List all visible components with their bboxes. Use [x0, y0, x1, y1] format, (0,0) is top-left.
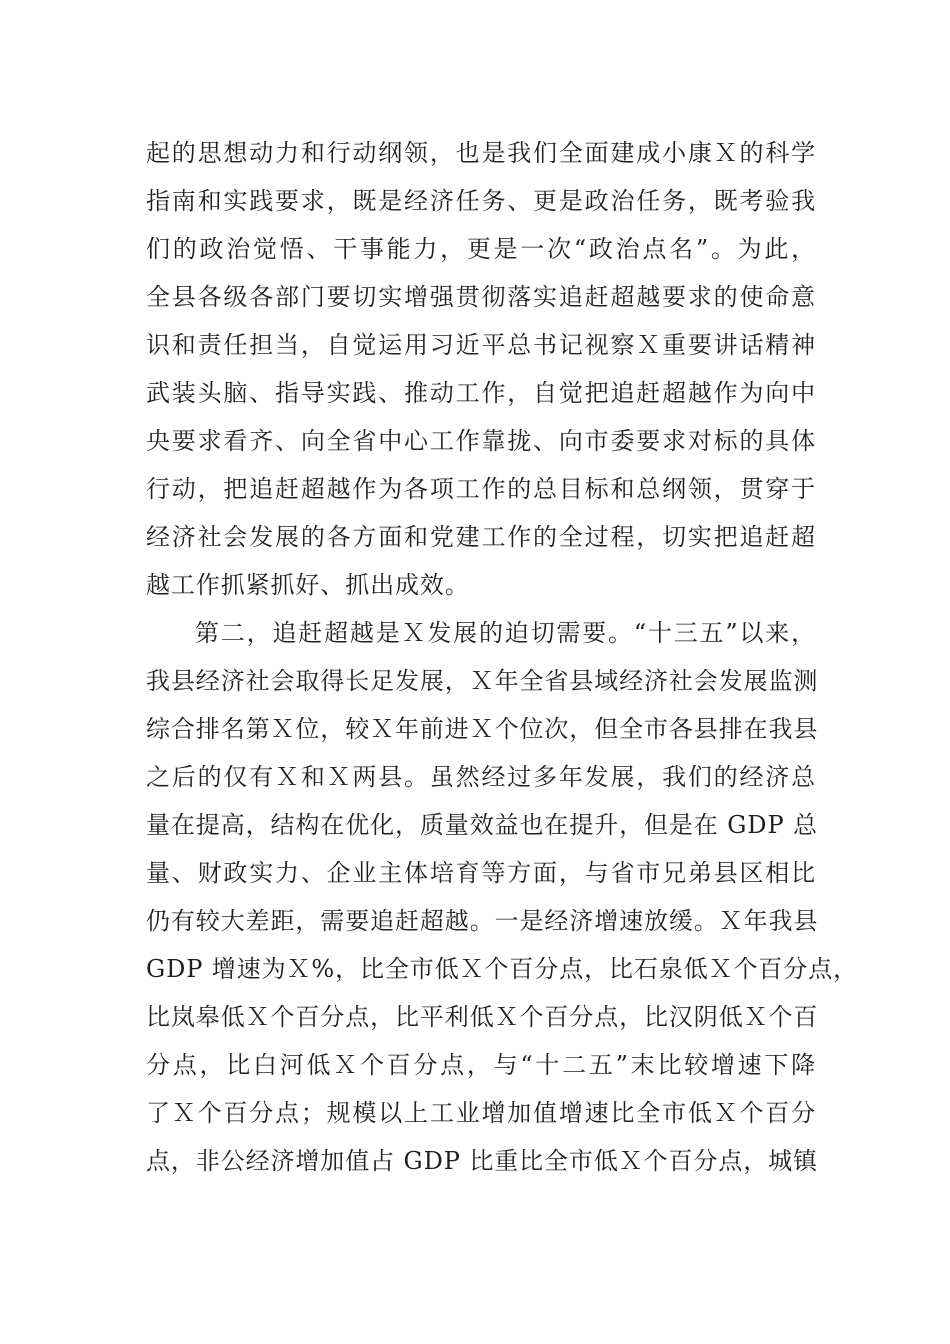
text-line: 仍有较大差距，需要追赶超越。一是经济增速放缓。Ｘ年我县 — [146, 907, 819, 935]
text-line: 全县各级各部门要切实增强贯彻落实追赶超越要求的使命意 — [146, 283, 816, 311]
text-line: GDP 增速为Ｘ%，比全市低Ｘ个百分点，比石泉低Ｘ个百分点， — [146, 955, 858, 983]
text-line: 经济社会发展的各方面和党建工作的全过程，切实把追赶超 — [146, 523, 816, 551]
paragraph-first-line: 第二，追赶超越是Ｘ发展的迫切需要。“十三五”以来， — [195, 619, 816, 647]
text-line: 之后的仅有Ｘ和Ｘ两县。虽然经过多年发展，我们的经济总 — [146, 763, 816, 791]
text-line: 比岚皋低Ｘ个百分点，比平利低Ｘ个百分点，比汉阴低Ｘ个百 — [146, 1003, 819, 1031]
text-line: 识和责任担当，自觉运用习近平总书记视察Ｘ重要讲话精神 — [146, 331, 816, 359]
text-line: 量、财政实力、企业主体培育等方面，与省市兄弟县区相比 — [146, 859, 816, 887]
text-line: 行动，把追赶超越作为各项工作的总目标和总纲领，贯穿于 — [146, 475, 816, 503]
text-line: 分点，比白河低Ｘ个百分点，与“十二五”末比较增速下降 — [146, 1051, 816, 1079]
text-line: 量在提高，结构在优化，质量效益也在提升，但是在 GDP 总 — [146, 811, 818, 839]
text-line: 武装头脑、指导实践、推动工作，自觉把追赶超越作为向中 — [146, 379, 816, 407]
text-line: 起的思想动力和行动纲领，也是我们全面建成小康Ｘ的科学 — [146, 139, 816, 167]
paragraph-last-line: 越工作抓紧抓好、抓出成效。 — [146, 571, 470, 599]
text-line: 点，非公经济增加值占 GDP 比重比全市低Ｘ个百分点，城镇 — [146, 1147, 818, 1175]
text-line: 们的政治觉悟、干事能力，更是一次“政治点名”。为此， — [146, 235, 816, 263]
text-line: 指南和实践要求，既是经济任务、更是政治任务，既考验我 — [146, 187, 816, 215]
text-line: 了Ｘ个百分点；规模以上工业增加值增速比全市低Ｘ个百分 — [146, 1099, 816, 1127]
text-line: 央要求看齐、向全省中心工作靠拢、向市委要求对标的具体 — [146, 427, 816, 455]
text-line: 我县经济社会取得长足发展，Ｘ年全省县域经济社会发展监测 — [146, 667, 819, 695]
text-line: 综合排名第Ｘ位，较Ｘ年前进Ｘ个位次，但全市各县排在我县 — [146, 715, 819, 743]
